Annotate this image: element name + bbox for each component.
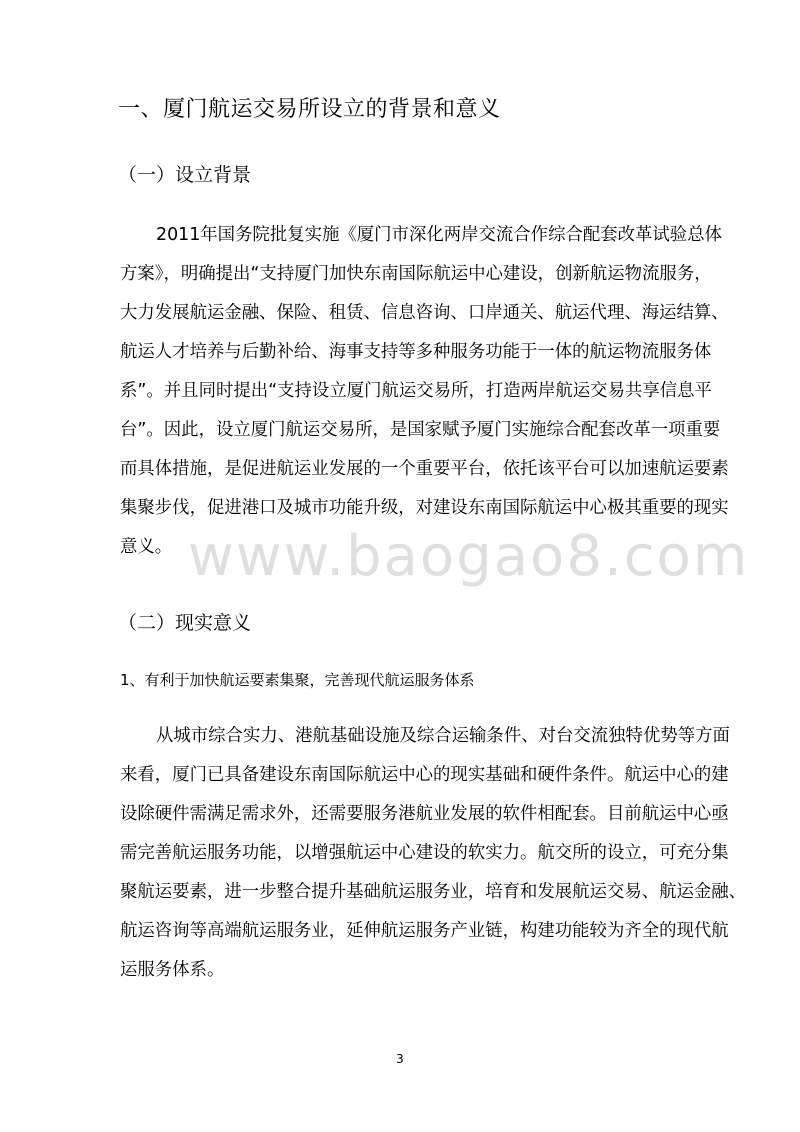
paragraph-line: 设除硬件需满足需求外，还需要服务港航业发展的软件相配套。目前航运中心亟 bbox=[120, 804, 729, 824]
paragraph-line: 台”。因此，设立厦门航运交易所，是国家赋予厦门实施综合配套改革一项重要 bbox=[120, 420, 721, 440]
paragraph-line: 而具体措施，是促进航运业发展的一个重要平台，依托该平台可以加速航运要素 bbox=[120, 459, 729, 479]
section-title-significance: （二）现实意义 bbox=[118, 612, 252, 634]
paragraph-line: 2011年国务院批复实施《厦门市深化两岸交流合作综合配套改革试验总体 bbox=[156, 225, 722, 245]
paragraph-line: 需完善航运服务功能，以增强航运中心建设的软实力。航交所的设立，可充分集 bbox=[120, 843, 729, 863]
paragraph-line: 运服务体系。 bbox=[120, 960, 225, 980]
paragraph-line: 方案》，明确提出“支持厦门加快东南国际航运中心建设，创新航运物流服务， bbox=[120, 264, 712, 284]
paragraph-line: 航运咨询等高端航运服务业，延伸航运服务产业链，构建功能较为齐全的现代航 bbox=[120, 921, 729, 941]
paragraph-line: 系”。并且同时提出“支持设立厦门航运交易所，打造两岸航运交易共享信息平 bbox=[120, 381, 712, 401]
paragraph-line: 来看，厦门已具备建设东南国际航运中心的现实基础和硬件条件。航运中心的建 bbox=[120, 765, 729, 785]
paragraph-line: 聚航运要素，进一步整合提升基础航运服务业，培育和发展航运交易、航运金融、 bbox=[120, 882, 747, 902]
watermark: www.baogao8.com bbox=[188, 524, 750, 589]
paragraph-line: 意义。 bbox=[120, 537, 173, 557]
main-heading: 一、厦门航运交易所设立的背景和意义 bbox=[118, 97, 501, 122]
subsection-title: 1、有利于加快航运要素集聚，完善现代航运服务体系 bbox=[120, 671, 475, 689]
background-paragraph bbox=[120, 216, 729, 567]
significance-paragraph bbox=[120, 717, 747, 990]
paragraph-line: 大力发展航运金融、保险、租赁、信息咨询、口岸通关、航运代理、海运结算、 bbox=[120, 303, 729, 323]
section-title-background: （一）设立背景 bbox=[118, 164, 252, 186]
page-number: 3 bbox=[396, 1052, 404, 1066]
paragraph-line: 集聚步伐，促进港口及城市功能升级，对建设东南国际航运中心极其重要的现实 bbox=[120, 498, 729, 518]
paragraph-line: 航运人才培养与后勤补给、海事支持等多种服务功能于一体的航运物流服务体 bbox=[120, 342, 712, 362]
paragraph-line: 从城市综合实力、港航基础设施及综合运输条件、对台交流独特优势等方面 bbox=[156, 726, 730, 746]
